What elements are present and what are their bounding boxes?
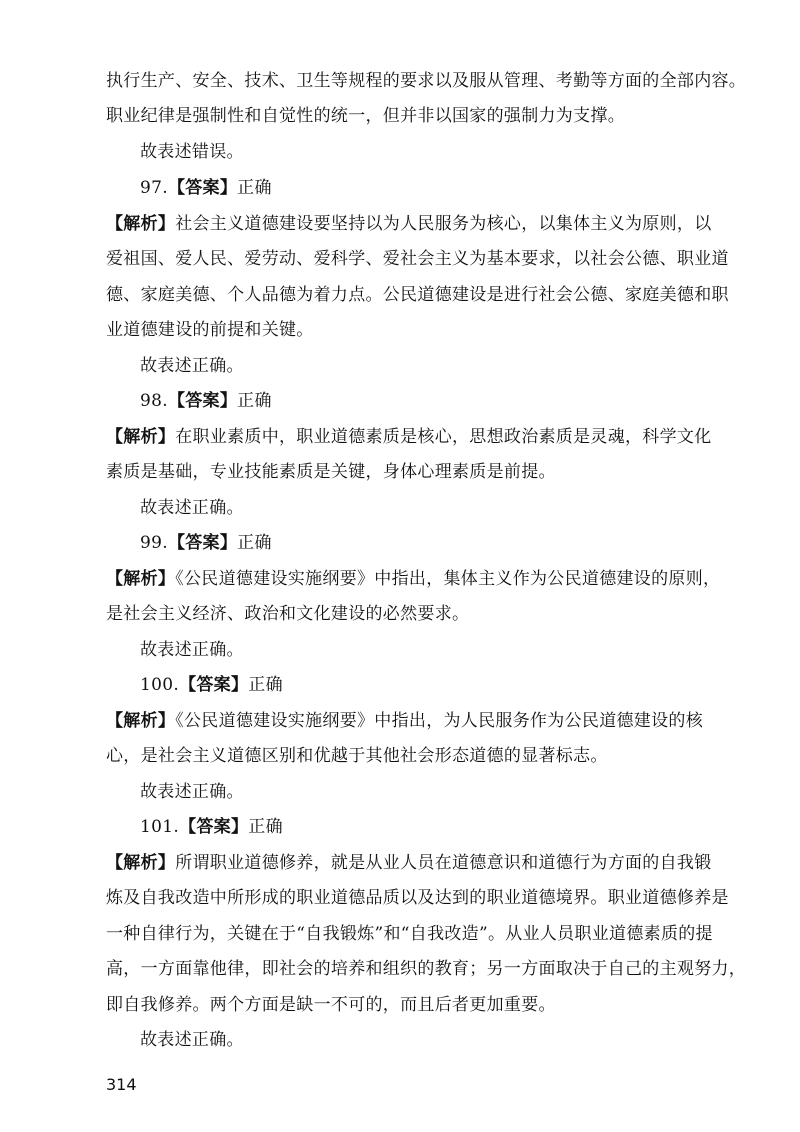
page-number: 314: [106, 1075, 137, 1094]
answer-line-98: [140, 389, 272, 413]
paragraph-line: 素质是基础，专业技能素质是关键，身体心理素质是前提。: [106, 462, 556, 482]
question-number: 101.: [140, 817, 180, 837]
paragraph-line: 执行生产、安全、技术、卫生等规程的要求以及服从管理、考勤等方面的全部内容。: [106, 71, 747, 91]
paragraph-line: 炼及自我改造中所形成的职业道德品质以及达到的职业道德境界。职业道德修养是: [106, 888, 729, 908]
paragraph-line: 职业纪律是强制性和自觉性的统一，但并非以国家的强制力为支撑。: [106, 106, 625, 126]
explanation-line: 【解析】在职业素质中，职业道德素质是核心，思想政治素质是灵魂，科学文化: [106, 427, 712, 447]
conclusion-line: 故表述正确。: [140, 640, 244, 660]
paragraph-line: 爱祖国、爱人民、爱劳动、爱科学、爱社会主义为基本要求，以社会公德、职业道: [106, 249, 729, 269]
explanation-line: 【解析】《公民道德建设实施纲要》中指出，为人民服务作为公民道德建设的核: [106, 711, 704, 731]
paragraph-line: 业道德建设的前提和关键。: [106, 320, 314, 340]
answer-line-97: [140, 176, 272, 200]
explanation-label: 【解析】: [106, 711, 176, 731]
answer-label: 【答案】: [179, 675, 249, 695]
explanation-line: 【解析】《公民道德建设实施纲要》中指出，集体主义作为公民道德建设的原则，: [106, 569, 721, 589]
answer-label: 【答案】: [167, 178, 238, 198]
explanation-label: 【解析】: [106, 427, 176, 447]
conclusion-line: 故表述正确。: [140, 498, 244, 518]
answer-value: 正确: [237, 533, 272, 553]
answer-value: 正确: [248, 817, 283, 837]
explanation-line: 【解析】所谓职业道德修养，就是从业人员在道德意识和道德行为方面的自我锻: [106, 853, 712, 873]
conclusion-line: 故表述正确。: [140, 356, 244, 376]
paragraph-line: 即自我修养。两个方面是缺一不可的，而且后者更加重要。: [106, 995, 556, 1015]
answer-line-99: [140, 531, 272, 555]
answer-label: 【答案】: [179, 817, 249, 837]
explanation-label: 【解析】: [106, 214, 176, 234]
paragraph-line: 心，是社会主义道德区别和优越于其他社会形态道德的显著标志。: [106, 746, 608, 766]
answer-line-100: [140, 673, 283, 697]
paragraph-line: 德、家庭美德、个人品德为着力点。公民道德建设是进行社会公德、家庭美德和职: [106, 285, 729, 305]
answer-line-101: [140, 815, 283, 839]
paragraph-line: 是社会主义经济、政治和文化建设的必然要求。: [106, 604, 470, 624]
conclusion-line: 故表述正确。: [140, 1030, 244, 1050]
question-number: 97.: [140, 178, 168, 198]
explanation-label: 【解析】: [106, 853, 176, 873]
paragraph-line: 一种自律行为，关键在于“自我锻炼”和“自我改造”。从业人员职业道德素质的提: [106, 924, 713, 944]
paragraph-line: 高，一方面靠他律，即社会的培养和组织的教育；另一方面取决于自己的主观努力，: [106, 959, 747, 979]
explanation-line: 【解析】社会主义道德建设要坚持以为人民服务为核心，以集体主义为原则，以: [106, 214, 712, 234]
answer-value: 正确: [237, 178, 272, 198]
explanation-label: 【解析】: [106, 569, 176, 589]
question-number: 100.: [140, 675, 180, 695]
conclusion-line: 故表述错误。: [140, 142, 244, 162]
question-number: 99.: [140, 533, 168, 553]
answer-label: 【答案】: [167, 533, 238, 553]
question-number: 98.: [140, 391, 168, 411]
answer-label: 【答案】: [167, 391, 238, 411]
answer-value: 正确: [248, 675, 283, 695]
answer-value: 正确: [237, 391, 272, 411]
conclusion-line: 故表述正确。: [140, 782, 244, 802]
